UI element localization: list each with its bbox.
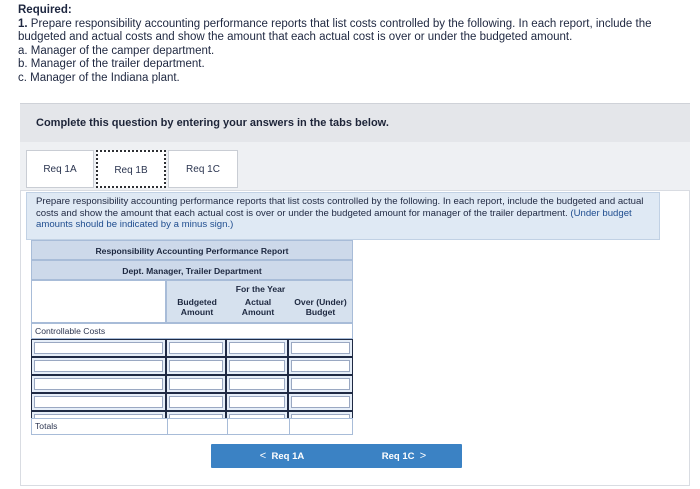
instruction-bar: [20, 103, 690, 143]
tab-req-1a[interactable]: [26, 150, 94, 188]
requirement-b: b. Manager of the trailer department.: [18, 58, 205, 70]
requirement-1: [18, 18, 688, 45]
actual-amount-input[interactable]: [226, 375, 288, 393]
over-under-input[interactable]: [288, 393, 353, 411]
requirement-1-text: Prepare responsibility accounting performance reports that list costs controlled by the following. In each report, include the budgeted and actual costs and show the amount that each actual cost is over or under the budgeted amount.: [18, 17, 652, 43]
question-prompt: [26, 192, 660, 240]
totals-budgeted-cell: [167, 419, 227, 434]
next-tab-label: Req 1C: [381, 451, 415, 462]
col-budgeted-header: [167, 297, 227, 317]
budgeted-amount-input[interactable]: [166, 375, 226, 393]
totals-row: [31, 418, 353, 435]
totals-over-under-cell: [289, 419, 354, 434]
over-under-input[interactable]: [288, 357, 353, 375]
prev-tab-button[interactable]: [211, 444, 353, 468]
actual-amount-input[interactable]: [226, 339, 288, 357]
chevron-right-icon: >: [419, 450, 427, 462]
table-row: [31, 375, 353, 393]
budgeted-amount-input[interactable]: [166, 339, 226, 357]
budgeted-amount-input[interactable]: [166, 393, 226, 411]
tab-req-1a-label: Req 1A: [43, 164, 77, 175]
prompt-text: Prepare responsibility accounting performance reports that list costs controlled by the following. In each report, include the budgeted and actual costs and show the amount that each actual cost is over or under the budgeted amount for manager of the trailer department.: [36, 196, 644, 219]
report-period: For the Year: [235, 284, 286, 294]
budgeted-amount-input[interactable]: [166, 357, 226, 375]
col-actual-line1: Actual: [244, 297, 272, 307]
cost-item-input[interactable]: [31, 375, 166, 393]
report-title: Responsibility Accounting Performance Report: [31, 240, 353, 260]
requirement-a: a. Manager of the camper department.: [18, 44, 215, 57]
col-budgeted-line2: Amount: [180, 307, 214, 317]
totals-label: Totals: [35, 421, 58, 431]
next-tab-button[interactable]: [346, 444, 462, 468]
requirement-1-number: 1.: [18, 17, 28, 30]
header-blank-cell: [31, 280, 166, 323]
requirements: [18, 4, 688, 85]
requirement-c: c. Manager of the Indiana plant.: [18, 71, 180, 84]
controllable-costs-row: [31, 323, 353, 339]
table-row: [31, 339, 353, 357]
column-header-group: [166, 280, 353, 323]
prompt-note: (Under budget amounts should be indicated by a minus sign.): [36, 207, 632, 230]
controllable-costs-label: Controllable Costs: [35, 326, 106, 336]
cost-item-input[interactable]: [31, 393, 166, 411]
actual-amount-input[interactable]: [226, 393, 288, 411]
cost-item-input[interactable]: [31, 339, 166, 357]
required-heading: Required:: [18, 4, 72, 16]
chevron-left-icon: <: [259, 450, 267, 462]
col-over-under-line2: Budget: [305, 307, 336, 317]
performance-report: [31, 240, 353, 435]
tab-strip: [20, 142, 690, 190]
tab-req-1b[interactable]: [96, 150, 166, 188]
instruction-text: Complete this question by entering your answers in the tabs below.: [36, 117, 389, 129]
col-actual-line2: Amount: [241, 307, 275, 317]
tab-req-1c[interactable]: [168, 150, 238, 188]
prev-tab-label: Req 1A: [271, 451, 305, 462]
over-under-input[interactable]: [288, 375, 353, 393]
table-row: [31, 357, 353, 375]
col-over-under-line1: Over (Under): [294, 297, 347, 307]
table-row: [31, 393, 353, 411]
tab-req-1c-label: Req 1C: [186, 164, 220, 175]
col-actual-header: [227, 297, 289, 317]
totals-actual-cell: [227, 419, 289, 434]
over-under-input[interactable]: [288, 339, 353, 357]
cost-item-input[interactable]: [31, 357, 166, 375]
col-budgeted-line1: Budgeted: [177, 297, 217, 307]
report-subtitle: Dept. Manager, Trailer Department: [31, 260, 353, 280]
tab-req-1b-label: Req 1B: [114, 165, 148, 176]
col-over-under-header: [289, 297, 352, 317]
actual-amount-input[interactable]: [226, 357, 288, 375]
